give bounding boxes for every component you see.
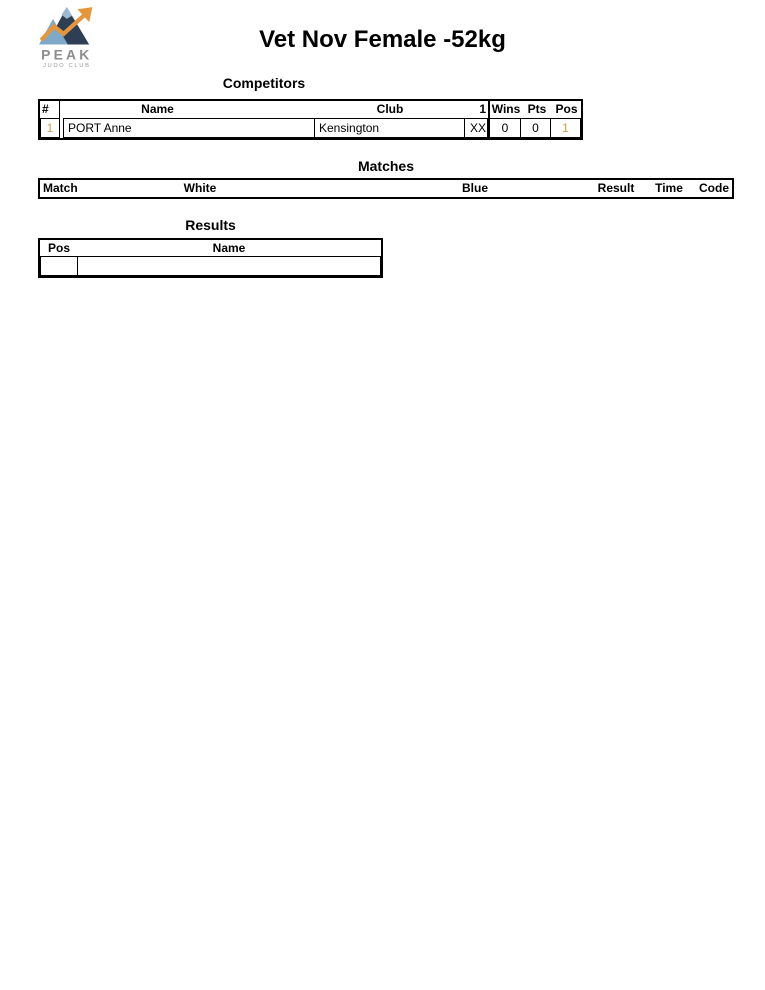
matches-header-blue: Blue xyxy=(461,181,488,195)
page-title: Vet Nov Female -52kg xyxy=(259,26,506,53)
results-table xyxy=(38,238,383,278)
competitors-header-club: Club xyxy=(376,102,404,116)
competitor-row-number: 1 xyxy=(40,118,60,138)
logo-peak-text: PEAK xyxy=(41,46,93,63)
competitor-row-self-cell: XX xyxy=(465,118,488,138)
competitors-heading: Competitors xyxy=(222,75,306,91)
competitor-row-club: Kensington xyxy=(315,118,465,138)
matches-header-time: Time xyxy=(655,181,683,195)
competitor-row-wins: 0 xyxy=(490,118,521,138)
results-header-name: Name xyxy=(212,241,246,255)
matches-header-result: Result xyxy=(597,181,635,195)
matches-header-white: White xyxy=(183,181,217,195)
results-header-pos: Pos xyxy=(48,241,71,255)
competitors-header-pos: Pos xyxy=(555,102,578,116)
results-row-name xyxy=(78,256,381,276)
competitors-header-col1: 1 xyxy=(479,102,486,116)
results-row-pos xyxy=(40,256,78,276)
matches-table xyxy=(38,178,734,199)
competitor-row-pts: 0 xyxy=(521,118,551,138)
competitors-table xyxy=(38,99,583,140)
competitors-header-num: # xyxy=(42,102,49,116)
competitor-row-name: PORT Anne xyxy=(63,118,315,138)
competitors-header-pts: Pts xyxy=(527,102,547,116)
competitors-header-wins: Wins xyxy=(491,102,521,116)
competitor-row-pos: 1 xyxy=(551,118,581,138)
matches-heading: Matches xyxy=(357,158,415,174)
competitors-header-name: Name xyxy=(141,102,174,116)
matches-header-match: Match xyxy=(43,181,78,195)
matches-header-code: Code xyxy=(699,181,729,195)
results-heading: Results xyxy=(185,217,236,233)
logo-judo-club-text: JUDO CLUB xyxy=(42,62,91,68)
